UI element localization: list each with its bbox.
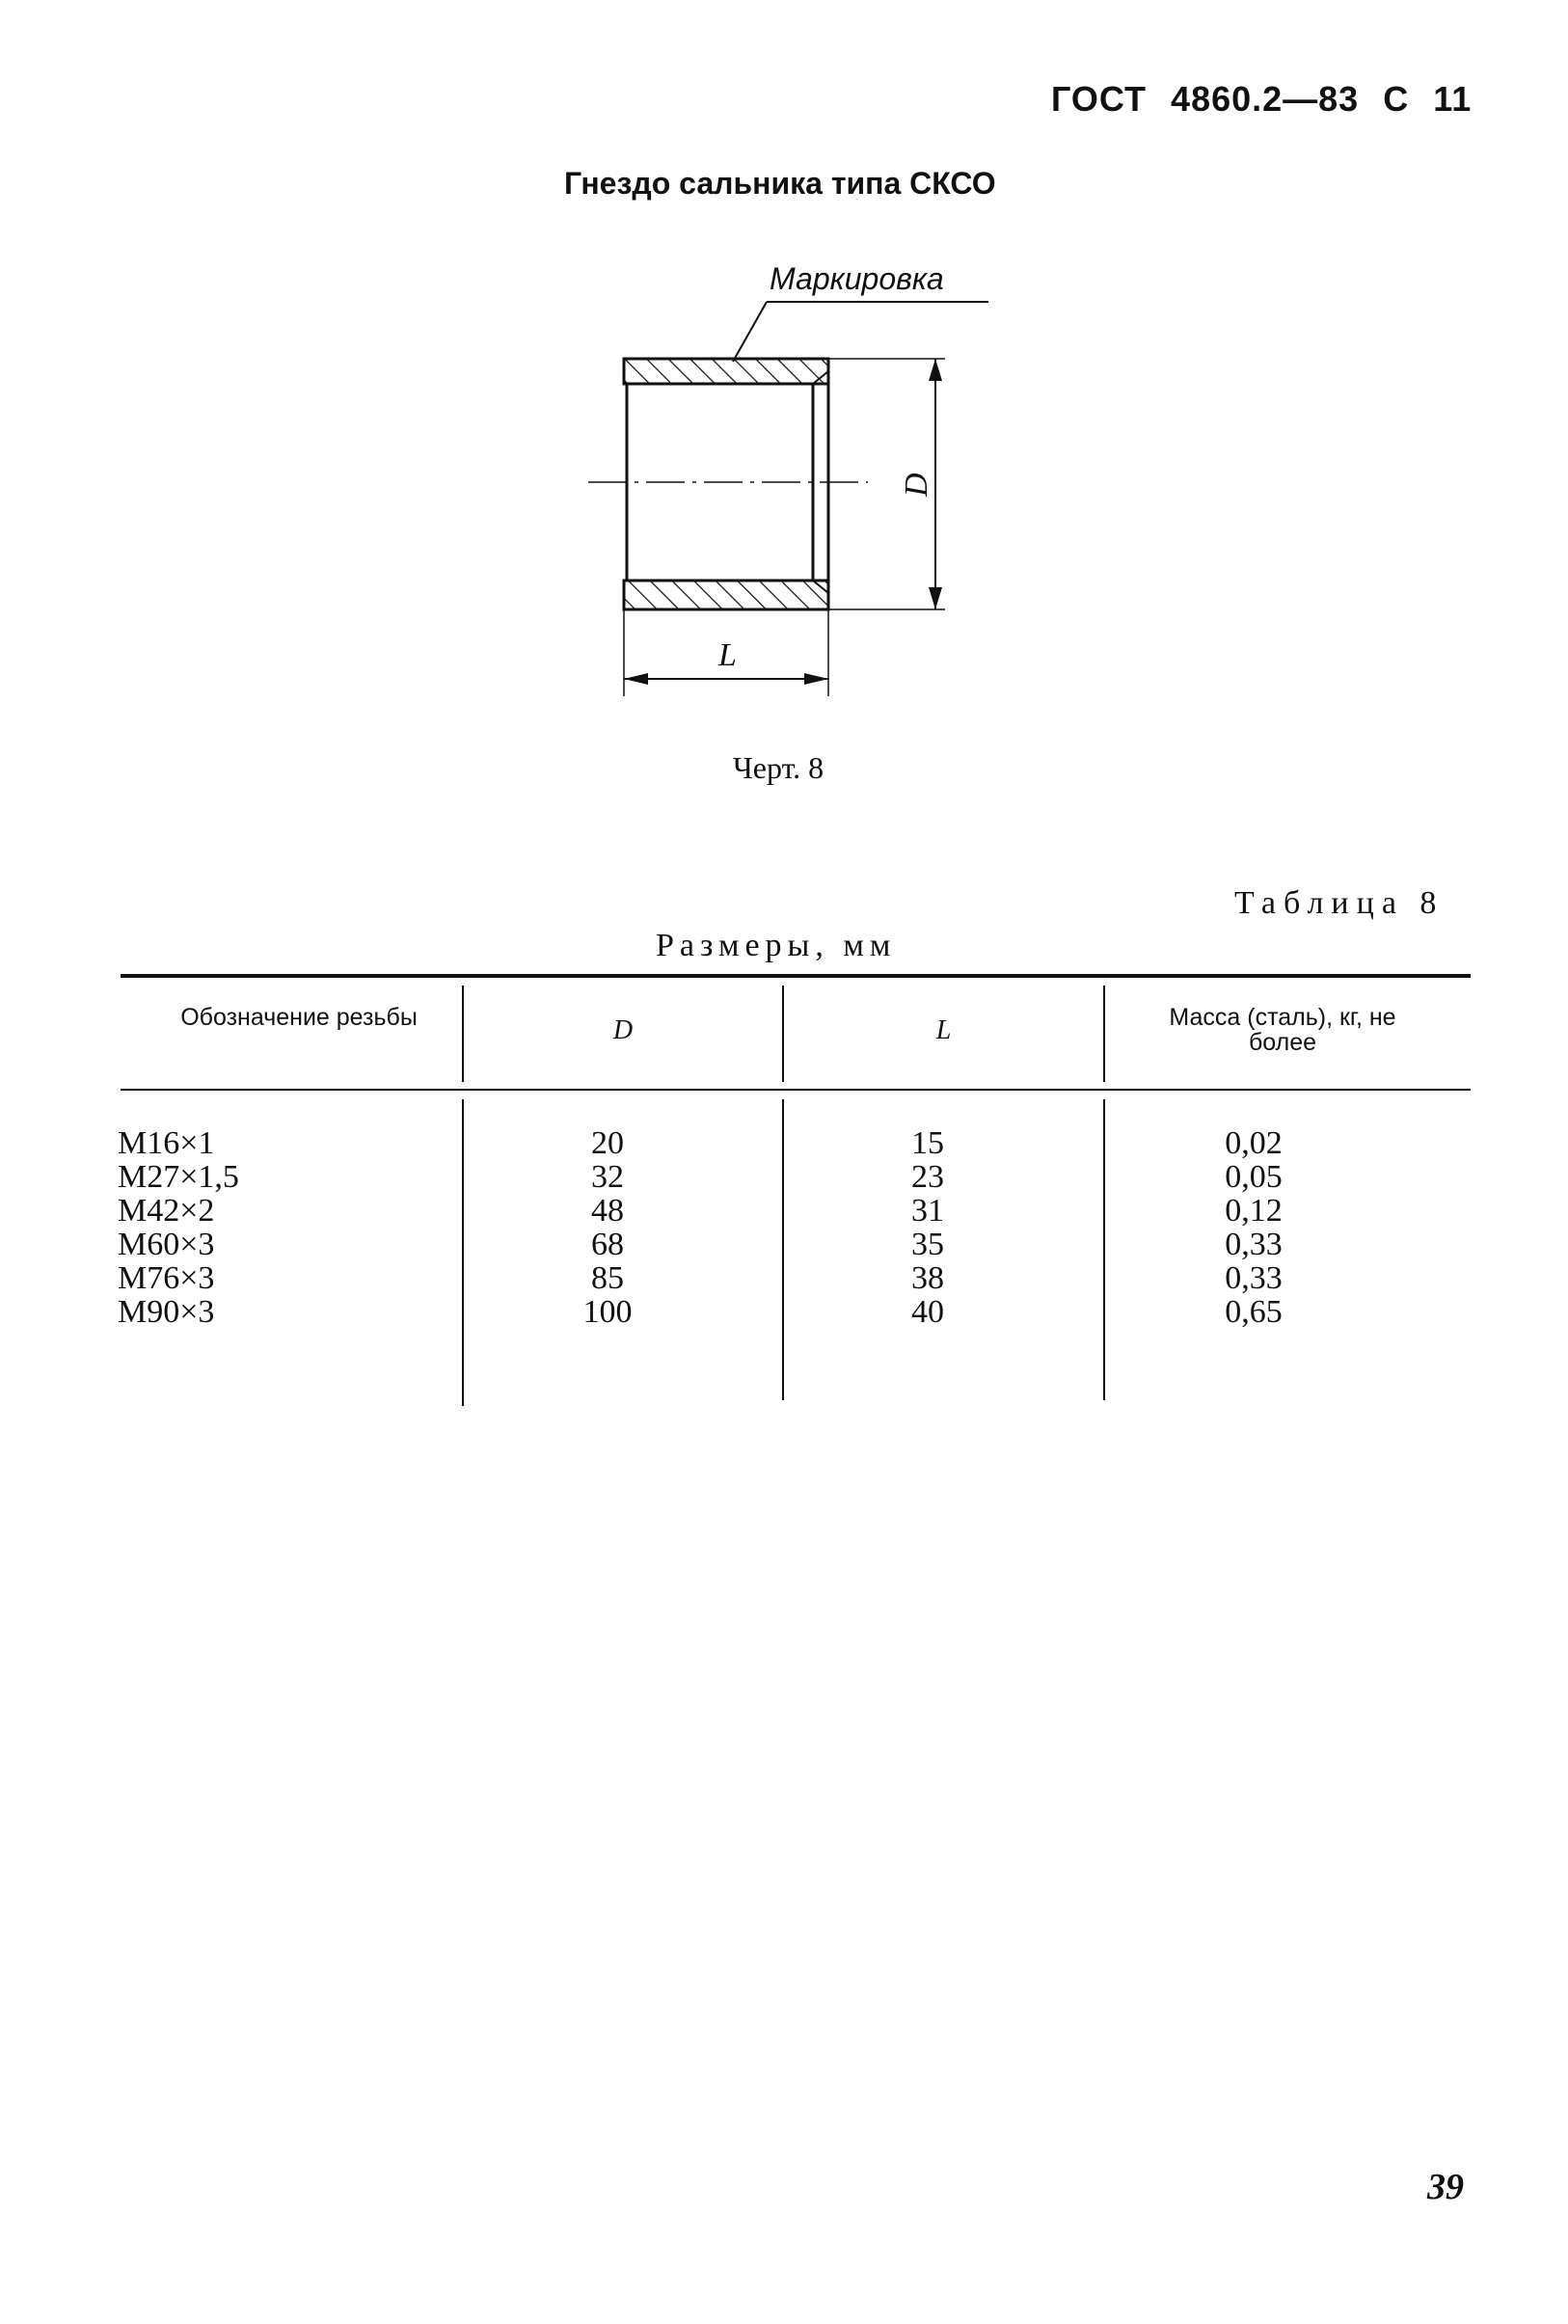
header-page-label: С — [1383, 79, 1410, 119]
table-cell-d: 85 — [591, 1260, 624, 1296]
table-cell-d: 48 — [591, 1193, 624, 1229]
table-cell-mass: 0,05 — [1225, 1159, 1283, 1195]
table-cell-mass: 0,02 — [1225, 1125, 1283, 1161]
header-l: L — [935, 1015, 952, 1045]
table-units: Размеры, мм — [656, 928, 897, 963]
header-standard: ГОСТ — [1051, 79, 1148, 119]
page-number: 39 — [1427, 2167, 1464, 2207]
header-d: D — [612, 1015, 634, 1045]
table-cell-d: 32 — [591, 1159, 624, 1195]
marking-label: Маркировка — [770, 261, 944, 296]
table-cell-thread: M90×3 — [118, 1294, 215, 1330]
table-cell-mass: 0,33 — [1225, 1260, 1283, 1296]
table-cell-thread: M42×2 — [118, 1193, 215, 1229]
table-cell-thread: M27×1,5 — [118, 1159, 239, 1195]
dimension-l-label: L — [718, 637, 737, 673]
table-cell-thread: M60×3 — [118, 1227, 215, 1262]
table-body — [0, 1126, 1568, 1358]
header-number: 4860.2—83 — [1171, 79, 1360, 119]
header-thread: Обозначение резьбы — [180, 1004, 418, 1031]
table-cell-d: 100 — [582, 1294, 633, 1330]
table-cell-l: 15 — [911, 1125, 944, 1161]
table-cell-l: 38 — [911, 1260, 944, 1296]
table-cell-l: 40 — [911, 1294, 944, 1330]
table-number: Таблица 8 — [1234, 885, 1445, 921]
dimension-d-label: D — [899, 473, 934, 497]
table-cell-l: 23 — [911, 1159, 944, 1195]
table-cell-d: 68 — [591, 1227, 624, 1262]
table-cell-l: 35 — [911, 1227, 944, 1262]
section-title: Гнездо сальника типа СКСО — [564, 166, 996, 201]
table-cell-thread: M16×1 — [118, 1125, 215, 1161]
table-cell-thread: M76×3 — [118, 1260, 215, 1296]
table-cell-mass: 0,12 — [1225, 1193, 1283, 1229]
header-mass: Масса (сталь), кг, не более — [1169, 1004, 1396, 1056]
table-cell-mass: 0,33 — [1225, 1227, 1283, 1262]
table-cell-mass: 0,65 — [1225, 1294, 1283, 1330]
header-page: 11 — [1433, 79, 1473, 119]
table-cell-d: 20 — [591, 1125, 624, 1161]
drawing-caption: Черт. 8 — [733, 750, 825, 785]
table-cell-l: 31 — [911, 1193, 944, 1229]
